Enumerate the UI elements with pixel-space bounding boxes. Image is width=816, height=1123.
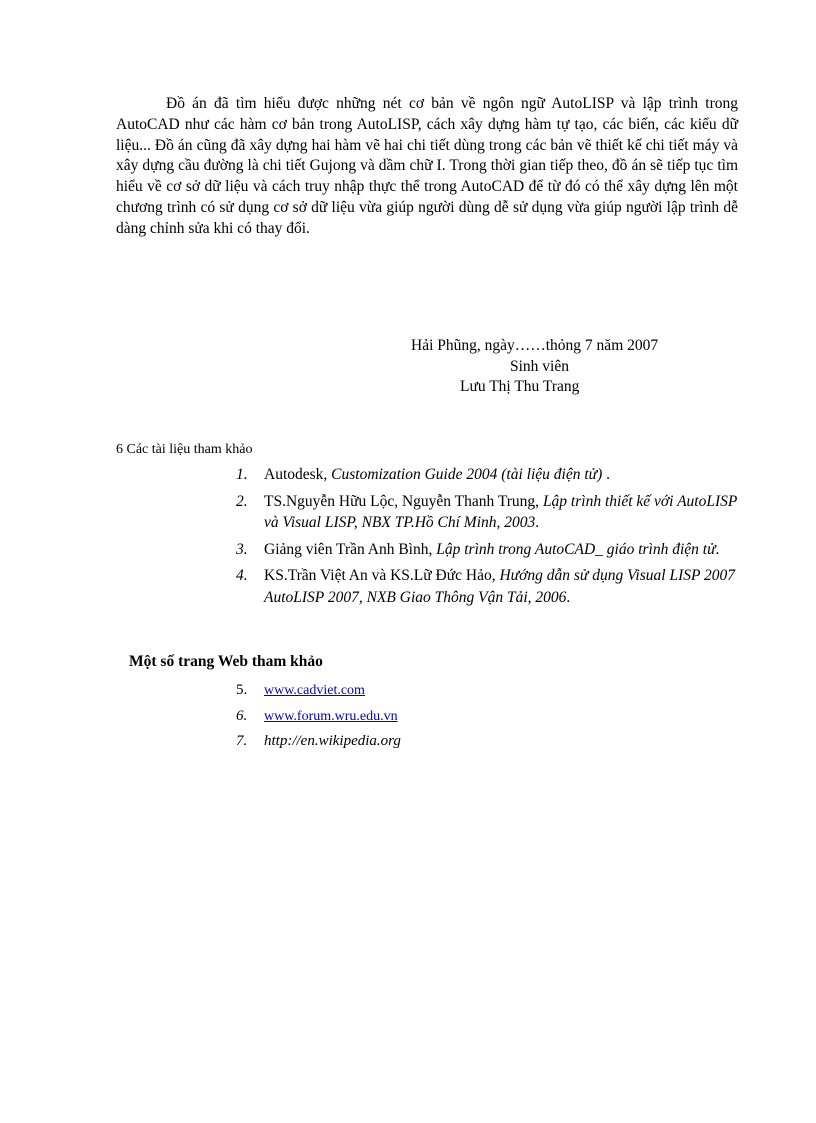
reference-title: Customization Guide 2004 (tài liệu điện tử) <box>331 466 603 483</box>
reference-tail: . <box>715 540 720 558</box>
reference-author: Giảng viên Trần Anh Bình, <box>264 540 437 558</box>
website-item <box>236 730 636 752</box>
website-number: 6. <box>236 707 248 724</box>
reference-item <box>236 539 740 561</box>
reference-title: Lập trình thiết kế với AutoLISP và Visual LISP, NBX TP.Hồ Chí Minh, 2003 <box>264 492 738 531</box>
reference-number: 2. <box>236 492 248 510</box>
reference-item <box>236 464 740 486</box>
references-heading: 6 Các tài liệu tham khảo <box>116 442 253 457</box>
reference-title: Hướng dẫn sử dụng Visual LISP 2007 AutoLISP 2007, NXB Giao Thông Vận Tải, 2006 <box>264 567 736 606</box>
reference-tail: . <box>566 588 571 606</box>
website-item <box>236 705 636 728</box>
reference-author: TS.Nguyễn Hữu Lộc, Nguyễn Thanh Trung, <box>264 492 543 510</box>
reference-tail: . <box>602 466 610 483</box>
reference-author: Autodesk, <box>264 466 332 483</box>
signature-name: Lưu Thị Thu Trang <box>460 378 580 395</box>
reference-item <box>236 565 740 608</box>
signature-role: Sinh viên <box>510 358 569 375</box>
reference-list <box>236 464 740 613</box>
website-link-forum-wru[interactable]: www.forum.wru.edu.vn <box>264 708 398 724</box>
reference-number: 3. <box>236 540 248 558</box>
reference-number: 1. <box>236 466 248 483</box>
reference-tail: . <box>535 514 540 531</box>
website-number: 5. <box>236 682 248 698</box>
website-text-wikipedia: http://en.wikipedia.org <box>264 733 401 749</box>
website-list <box>236 679 636 755</box>
website-link-cadviet[interactable]: www.cadviet.com <box>264 683 365 698</box>
conclusion-paragraph: Đồ án đã tìm hiểu được những nét cơ bản về ngôn ngữ AutoLISP và lập trình trong AutoCAD như các hàm cơ bản trong AutoLISP, cách xây dựng hàm tự tạo, các biến, các kiểu dữ liệu... Đồ án cũng đã xây dựng hai hàm vẽ hai chi tiết dùng trong các bản vẽ thiết kế chi tiết máy và xây dựng cầu đường là chi tiết Gujong và dầm chữ I. Trong thời gian tiếp theo, đồ án sẽ tiếp tục tìm hiểu về cơ sở dữ liệu và cách truy nhập thực thể trong AutoCAD để từ đó có thể xây dựng lên một chương trình có sử dụng cơ sở dữ liệu vừa giúp người dùng dễ sử dụng vừa giúp người lập trình dễ dàng chỉnh sửa khi có thay đổi. <box>116 95 738 237</box>
reference-number: 4. <box>236 567 248 584</box>
reference-author: KS.Trần Việt An và KS.Lữ Đức Hảo, <box>264 567 500 584</box>
website-number: 7. <box>236 733 248 749</box>
website-item <box>236 679 636 702</box>
websites-heading: Một số trang Web tham khảo <box>129 653 323 670</box>
signature-place-date: Hải Phũng, ngày……thỏng 7 năm 2007 <box>411 337 659 354</box>
reference-item <box>236 491 740 534</box>
reference-title: Lập trình trong AutoCAD_ giáo trình điện tử <box>436 540 716 558</box>
